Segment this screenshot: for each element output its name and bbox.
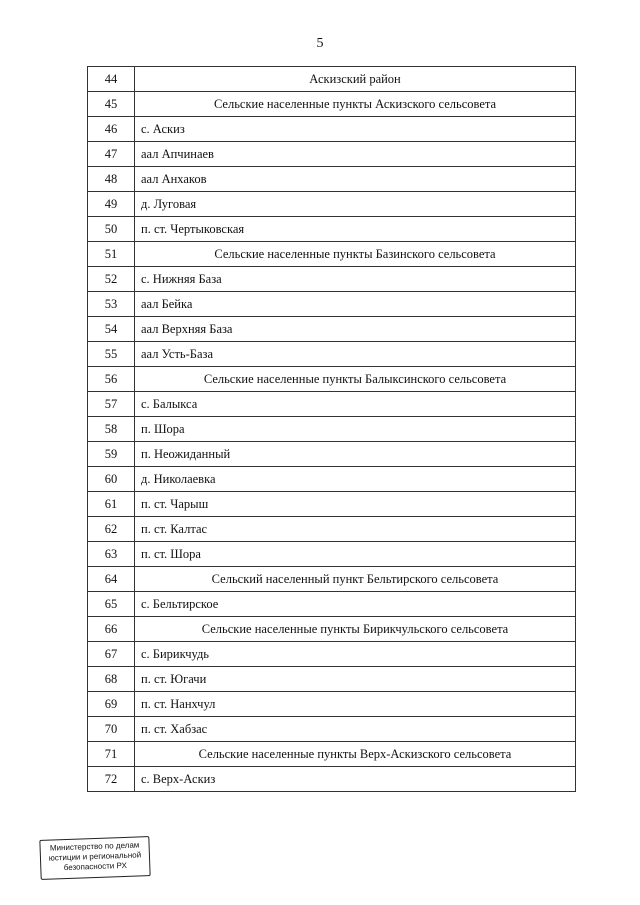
settlement-name: п. ст. Нанхчул (135, 692, 576, 717)
table-heading-row (88, 742, 576, 767)
settlement-name: п. Шора (135, 417, 576, 442)
table-row (88, 117, 576, 142)
table-heading-row (88, 67, 576, 92)
settlement-name: с. Бельтирское (135, 592, 576, 617)
section-heading: Сельские населенные пункты Верх-Аскизского сельсовета (135, 742, 576, 767)
table-row (88, 492, 576, 517)
row-number: 52 (88, 267, 135, 292)
settlement-name: аал Бейка (135, 292, 576, 317)
row-number: 67 (88, 642, 135, 667)
table-row (88, 317, 576, 342)
row-number: 54 (88, 317, 135, 342)
row-number: 60 (88, 467, 135, 492)
table-row (88, 392, 576, 417)
settlement-name: аал Анхаков (135, 167, 576, 192)
settlement-name: п. ст. Югачи (135, 667, 576, 692)
section-heading: Сельский населенный пункт Бельтирского сельсовета (135, 567, 576, 592)
row-number: 47 (88, 142, 135, 167)
table-row (88, 267, 576, 292)
table-heading-row (88, 617, 576, 642)
table-row (88, 217, 576, 242)
section-heading: Сельские населенные пункты Балыксинского сельсовета (135, 367, 576, 392)
table-row (88, 442, 576, 467)
table-heading-row (88, 92, 576, 117)
table-row (88, 767, 576, 792)
table-heading-row (88, 567, 576, 592)
row-number: 50 (88, 217, 135, 242)
settlement-name: с. Нижняя База (135, 267, 576, 292)
row-number: 57 (88, 392, 135, 417)
row-number: 58 (88, 417, 135, 442)
table-row (88, 292, 576, 317)
row-number: 66 (88, 617, 135, 642)
row-number: 72 (88, 767, 135, 792)
table-row (88, 342, 576, 367)
settlement-name: д. Луговая (135, 192, 576, 217)
row-number: 65 (88, 592, 135, 617)
table-row (88, 517, 576, 542)
settlement-name: с. Бирикчудь (135, 642, 576, 667)
section-heading: Сельские населенные пункты Аскизского сельсовета (135, 92, 576, 117)
settlement-name: п. Неожиданный (135, 442, 576, 467)
stamp-line-3: безопасности РХ (63, 860, 127, 873)
stamp-line-2: юстиции и региональной (48, 850, 142, 863)
settlement-name: с. Верх-Аскиз (135, 767, 576, 792)
row-number: 46 (88, 117, 135, 142)
row-number: 48 (88, 167, 135, 192)
settlement-name: п. ст. Калтас (135, 517, 576, 542)
settlement-name: п. ст. Чертыковская (135, 217, 576, 242)
table-row (88, 542, 576, 567)
settlement-name: аал Апчинаев (135, 142, 576, 167)
settlement-name: п. ст. Чарыш (135, 492, 576, 517)
row-number: 64 (88, 567, 135, 592)
table-heading-row (88, 242, 576, 267)
page-number: 5 (316, 36, 324, 51)
settlement-name: аал Верхняя База (135, 317, 576, 342)
row-number: 70 (88, 717, 135, 742)
row-number: 51 (88, 242, 135, 267)
section-heading: Сельские населенные пункты Базинского сельсовета (135, 242, 576, 267)
row-number: 49 (88, 192, 135, 217)
settlement-name: п. ст. Шора (135, 542, 576, 567)
settlements-table (87, 66, 576, 792)
row-number: 71 (88, 742, 135, 767)
row-number: 55 (88, 342, 135, 367)
row-number: 45 (88, 92, 135, 117)
table-row (88, 192, 576, 217)
table-row (88, 142, 576, 167)
row-number: 44 (88, 67, 135, 92)
row-number: 61 (88, 492, 135, 517)
row-number: 69 (88, 692, 135, 717)
row-number: 63 (88, 542, 135, 567)
settlement-name: аал Усть-База (135, 342, 576, 367)
table-row (88, 592, 576, 617)
row-number: 59 (88, 442, 135, 467)
stamp-line-1: Министерство по делам (49, 840, 140, 853)
table-body (88, 67, 576, 792)
settlement-name: с. Балыкса (135, 392, 576, 417)
row-number: 68 (88, 667, 135, 692)
table-row (88, 467, 576, 492)
row-number: 62 (88, 517, 135, 542)
table-row (88, 417, 576, 442)
table-row (88, 167, 576, 192)
table-row (88, 642, 576, 667)
section-heading: Сельские населенные пункты Бирикчульского сельсовета (135, 617, 576, 642)
ministry-stamp (39, 836, 150, 880)
table-row (88, 667, 576, 692)
section-heading: Аскизский район (135, 67, 576, 92)
row-number: 56 (88, 367, 135, 392)
settlement-name: д. Николаевка (135, 467, 576, 492)
table-row (88, 692, 576, 717)
table-heading-row (88, 367, 576, 392)
table-row (88, 717, 576, 742)
row-number: 53 (88, 292, 135, 317)
settlement-name: п. ст. Хабзас (135, 717, 576, 742)
settlement-name: с. Аскиз (135, 117, 576, 142)
